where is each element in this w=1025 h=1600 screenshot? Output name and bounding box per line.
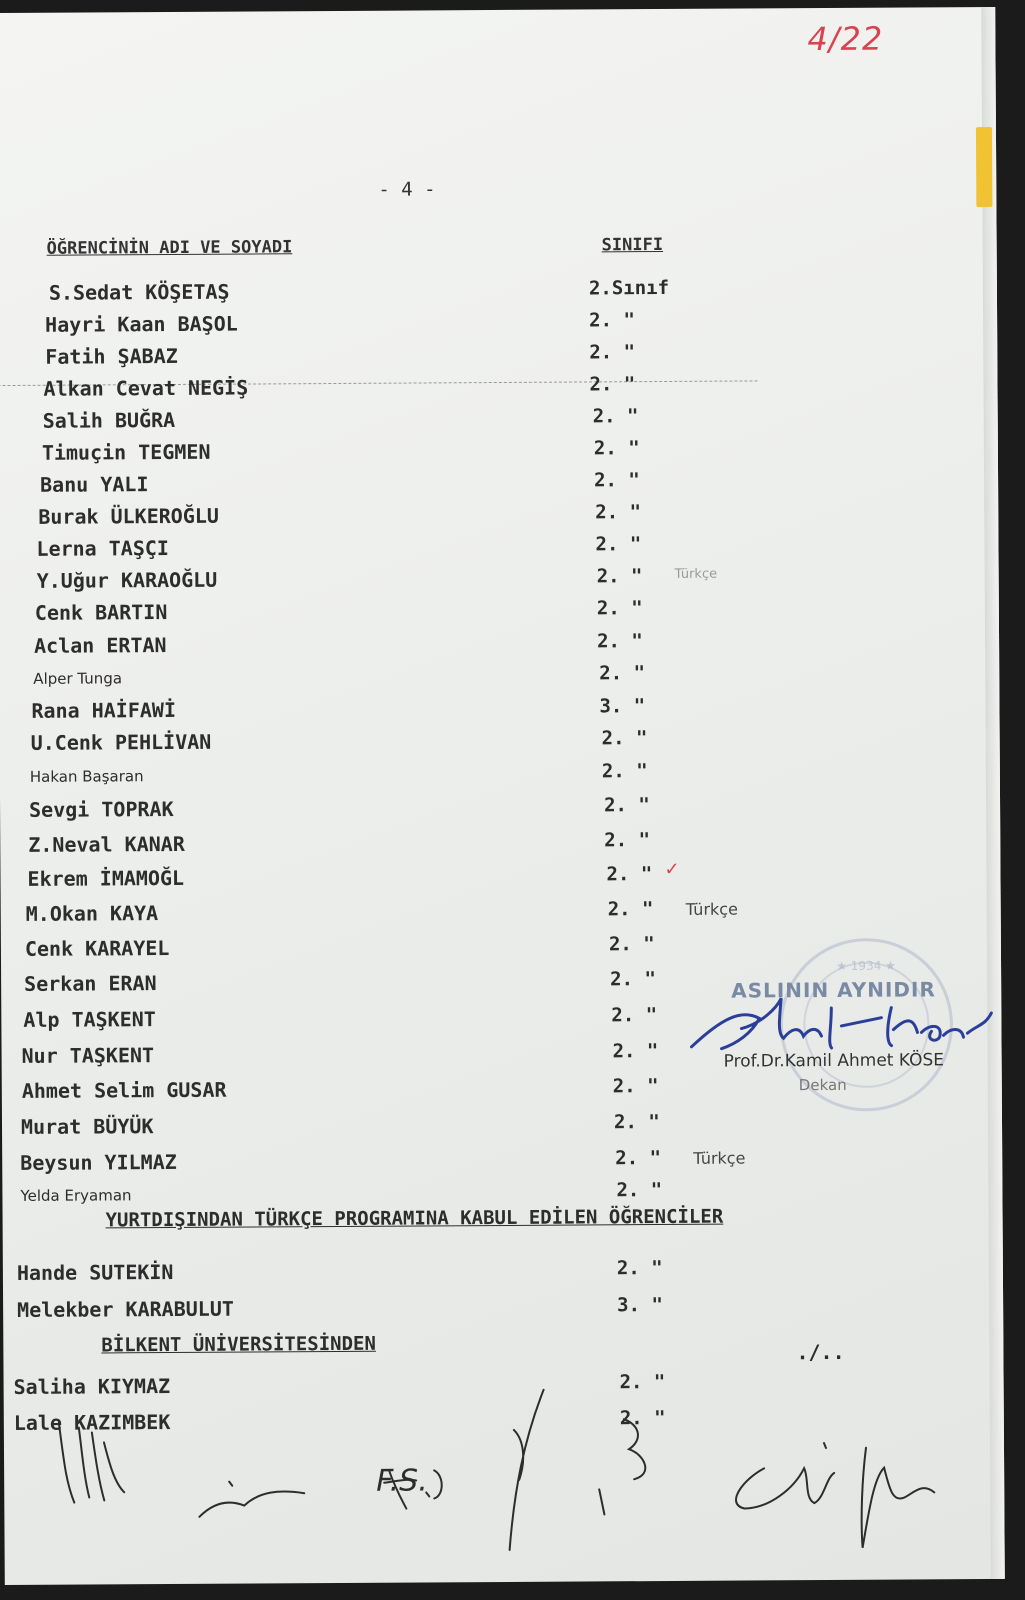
student-name: Murat BÜYÜK	[20, 1114, 154, 1139]
student-row	[31, 693, 951, 729]
initials-text: F.S.	[376, 1463, 428, 1499]
student-name: Hayri Kaan BAŞOL	[45, 311, 238, 337]
student-name: Ekrem İMAMOĞL	[27, 865, 185, 891]
student-row	[45, 339, 965, 375]
student-row	[36, 531, 956, 567]
student-class: 2. "	[611, 1004, 658, 1027]
check-mark-icon: ✓	[664, 858, 680, 880]
student-class: 2. "	[606, 863, 653, 886]
header-class-column: SINIFI	[601, 234, 664, 256]
language-note: Türkçe	[685, 899, 738, 919]
page-edge	[981, 7, 1005, 1579]
student-row	[31, 725, 951, 761]
yellow-tab-marker	[976, 127, 992, 207]
student-class: 2. "	[592, 405, 639, 428]
student-class: 2. "	[604, 829, 651, 852]
student-class: 2. "	[612, 1040, 659, 1063]
student-name: Lale KAZIMBEK	[13, 1410, 171, 1435]
student-name: Cenk KARAYEL	[24, 936, 170, 961]
student-class: 3. "	[599, 695, 646, 718]
student-name: Serkan ERAN	[24, 971, 157, 996]
language-note: Türkçe	[674, 566, 718, 582]
student-name: Saliha KIYMAZ	[13, 1374, 171, 1399]
student-name: Banu YALI	[40, 472, 149, 497]
student-name: S.Sedat KÖŞETAŞ	[48, 279, 230, 305]
student-name: Ahmet Selim GUSAR	[21, 1077, 227, 1103]
student-name: Lerna TAŞÇI	[36, 536, 170, 561]
student-class: 2. "	[616, 1257, 663, 1280]
student-class: 2. "	[616, 1179, 663, 1202]
student-name: U.Cenk PEHLİVAN	[30, 729, 212, 755]
student-row	[34, 628, 954, 664]
student-class: 2. "	[595, 533, 642, 556]
student-row	[17, 1255, 937, 1291]
student-class: 2. "	[610, 968, 656, 991]
student-name: Alkan Cevat NEGİŞ	[43, 375, 249, 401]
student-name: Hakan Başaran	[29, 767, 144, 786]
student-class: 2. "	[603, 794, 650, 817]
student-name: Melekber KARABULUT	[17, 1296, 234, 1322]
student-name: Sevgi TOPRAK	[29, 796, 174, 822]
student-class: 2. "	[594, 469, 640, 492]
document-page	[0, 7, 1005, 1585]
student-row	[40, 467, 960, 503]
certified-copy-stamp: ASLININ AYNIDIR	[731, 977, 936, 1003]
student-name: M.Okan KAYA	[25, 901, 159, 926]
student-class: 3. "	[617, 1294, 663, 1317]
student-class: 2. "	[596, 630, 643, 653]
header-name-column: ÖĞRENCİNİN ADI VE SOYADI	[46, 237, 293, 259]
student-name: Alper Tunga	[33, 669, 123, 688]
student-row	[27, 858, 947, 897]
student-class: 2. "	[601, 727, 648, 750]
student-class: 2. "	[619, 1371, 666, 1394]
student-class: 2. "	[613, 1111, 660, 1134]
student-name: Nur TAŞKENT	[21, 1043, 155, 1068]
student-class: 2. "	[593, 437, 640, 460]
student-row	[45, 307, 965, 343]
student-name: Timuçin TEGMEN	[41, 439, 211, 465]
student-row	[17, 1292, 937, 1328]
student-class: 2. "	[612, 1075, 659, 1098]
student-row	[20, 1145, 940, 1181]
student-row	[49, 275, 969, 311]
student-row	[26, 896, 946, 932]
section-heading-abroad: YURTDIŞINDAN TÜRKÇE PROGRAMINA KABUL EDİLEN ÖĞRENCİLER	[105, 1205, 724, 1232]
student-name: Alp TAŞKENT	[23, 1007, 156, 1032]
student-class: 2. "	[595, 501, 642, 524]
student-name: Rana HAİFAWİ	[31, 697, 177, 723]
student-row	[42, 435, 962, 471]
svg-text:★ 1934 ★: ★ 1934 ★	[836, 958, 896, 973]
student-name: Yelda Eryaman	[20, 1186, 132, 1205]
student-row	[28, 827, 948, 863]
student-class: 2. "	[601, 760, 648, 783]
student-class: 2.Sınıf	[588, 276, 670, 300]
handwritten-page-number: 4/22	[807, 19, 884, 59]
student-name: Beysun YILMAZ	[20, 1149, 177, 1175]
dean-title: Dekan	[798, 1075, 847, 1095]
student-row	[37, 563, 957, 599]
student-class: 2. "	[599, 662, 646, 685]
student-name: Aclan ERTAN	[34, 633, 167, 658]
student-class: 2. "	[619, 1407, 666, 1430]
student-row	[38, 499, 958, 535]
section-heading-bilkent: BİLKENT ÜNİVERSİTESİNDEN	[101, 1332, 376, 1357]
student-class: 2. "	[615, 1147, 662, 1170]
student-name: Burak ÜLKEROĞLU	[38, 503, 219, 529]
committee-signatures-icon	[4, 1377, 1005, 1573]
student-class: 2. "	[589, 309, 635, 332]
student-name: Y.Uğur KARAOĞLU	[36, 567, 218, 593]
language-note: Türkçe	[693, 1148, 746, 1168]
page-number: - 4 -	[378, 178, 436, 201]
student-row	[35, 595, 955, 631]
student-name: Cenk BARTIN	[34, 600, 168, 625]
student-name: Fatih ŞABAZ	[45, 343, 178, 369]
student-class: 2. "	[596, 565, 643, 588]
student-row	[43, 371, 963, 407]
dean-name: Prof.Dr.Kamil Ahmet KÖSE	[723, 1050, 945, 1072]
student-class: 2. "	[589, 341, 636, 364]
student-name: Hande SUTEKİN	[16, 1260, 174, 1285]
continuation-mark: ./..	[796, 1339, 845, 1365]
student-row	[33, 660, 953, 696]
student-class: 2. "	[608, 933, 655, 956]
student-class: 2. "	[589, 373, 636, 396]
student-row	[30, 758, 950, 794]
student-class: 2. "	[596, 597, 643, 620]
student-name: Salih BUĞRA	[42, 407, 176, 433]
student-class: 2. "	[607, 898, 654, 921]
student-row	[43, 403, 963, 439]
student-row	[29, 792, 949, 828]
student-name: Z.Neval KANAR	[28, 831, 185, 857]
